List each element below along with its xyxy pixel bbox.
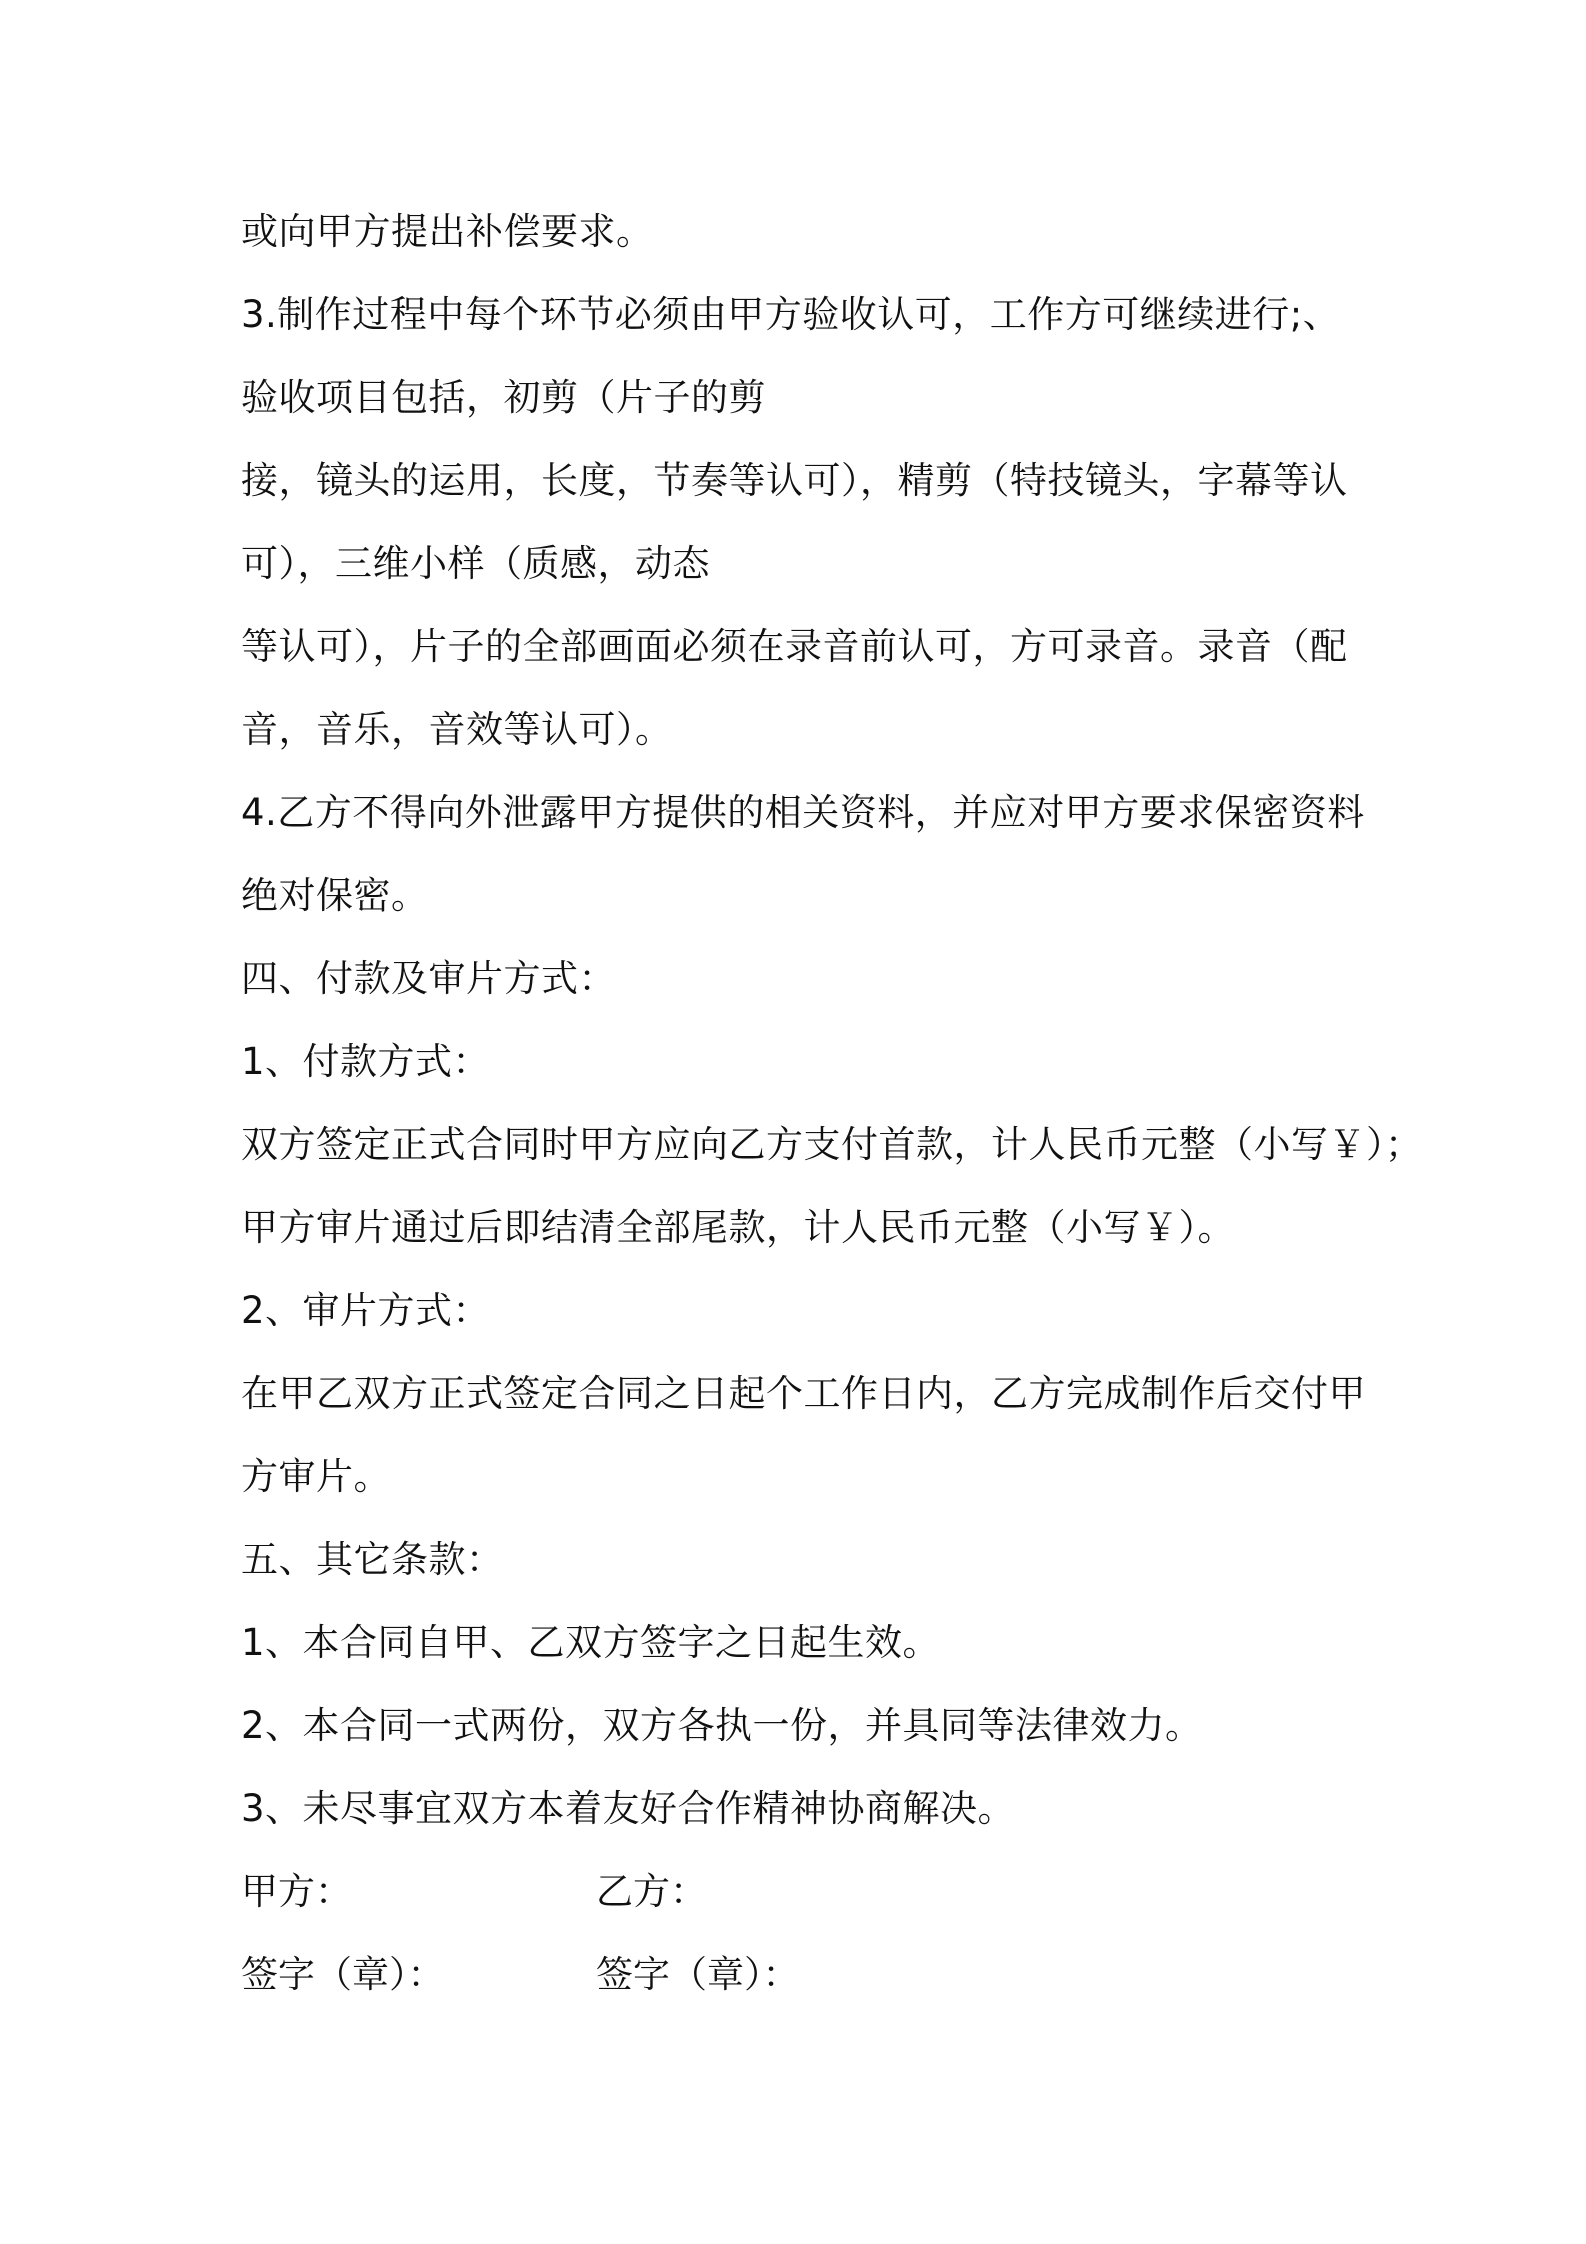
paragraph-line: 双方签定正式合同时甲方应向乙方支付首款，计人民币元整（小写￥）； bbox=[241, 1123, 1423, 1166]
party-b-label: 乙方： bbox=[596, 1870, 707, 1913]
paragraph-line: 在甲乙双方正式签定合同之日起个工作日内，乙方完成制作后交付甲 bbox=[241, 1372, 1366, 1415]
paragraph-line: 2、本合同一式两份，双方各执一份，并具同等法律效力。 bbox=[241, 1704, 1203, 1747]
subsection-heading: 1、付款方式： bbox=[241, 1040, 491, 1083]
paragraph-line: 音，音乐，音效等认可）。 bbox=[241, 708, 673, 751]
party-b-signature-label: 签字（章）： bbox=[596, 1953, 800, 1996]
paragraph-line: 绝对保密。 bbox=[241, 874, 429, 917]
paragraph-line: 3、未尽事宜双方本着友好合作精神协商解决。 bbox=[241, 1787, 1016, 1830]
party-a-signature-label: 签字（章）： bbox=[241, 1953, 445, 1996]
paragraph-line: 3.制作过程中每个环节必须由甲方验收认可，工作方可继续进行;、 bbox=[241, 293, 1341, 336]
section-heading: 五、其它条款： bbox=[241, 1538, 504, 1581]
paragraph-line: 或向甲方提出补偿要求。 bbox=[241, 210, 654, 253]
paragraph-line: 验收项目包括，初剪（片子的剪 bbox=[241, 376, 766, 419]
section-heading: 四、付款及审片方式： bbox=[241, 957, 616, 1000]
party-a-label: 甲方： bbox=[241, 1870, 352, 1913]
paragraph-line: 甲方审片通过后即结清全部尾款，计人民币元整（小写￥）。 bbox=[241, 1206, 1235, 1249]
paragraph-line: 1、本合同自甲、乙双方签字之日起生效。 bbox=[241, 1621, 941, 1664]
subsection-heading: 2、审片方式： bbox=[241, 1289, 491, 1332]
paragraph-line: 等认可），片子的全部画面必须在录音前认可，方可录音。录音（配 bbox=[241, 625, 1348, 668]
paragraph-line: 接，镜头的运用，长度，节奏等认可），精剪（特技镜头，字幕等认 bbox=[241, 459, 1348, 502]
paragraph-line: 方审片。 bbox=[241, 1455, 391, 1498]
paragraph-line: 4.乙方不得向外泄露甲方提供的相关资料，并应对甲方要求保密资料 bbox=[241, 791, 1365, 834]
paragraph-line: 可），三维小样（质感，动态 bbox=[241, 542, 710, 585]
